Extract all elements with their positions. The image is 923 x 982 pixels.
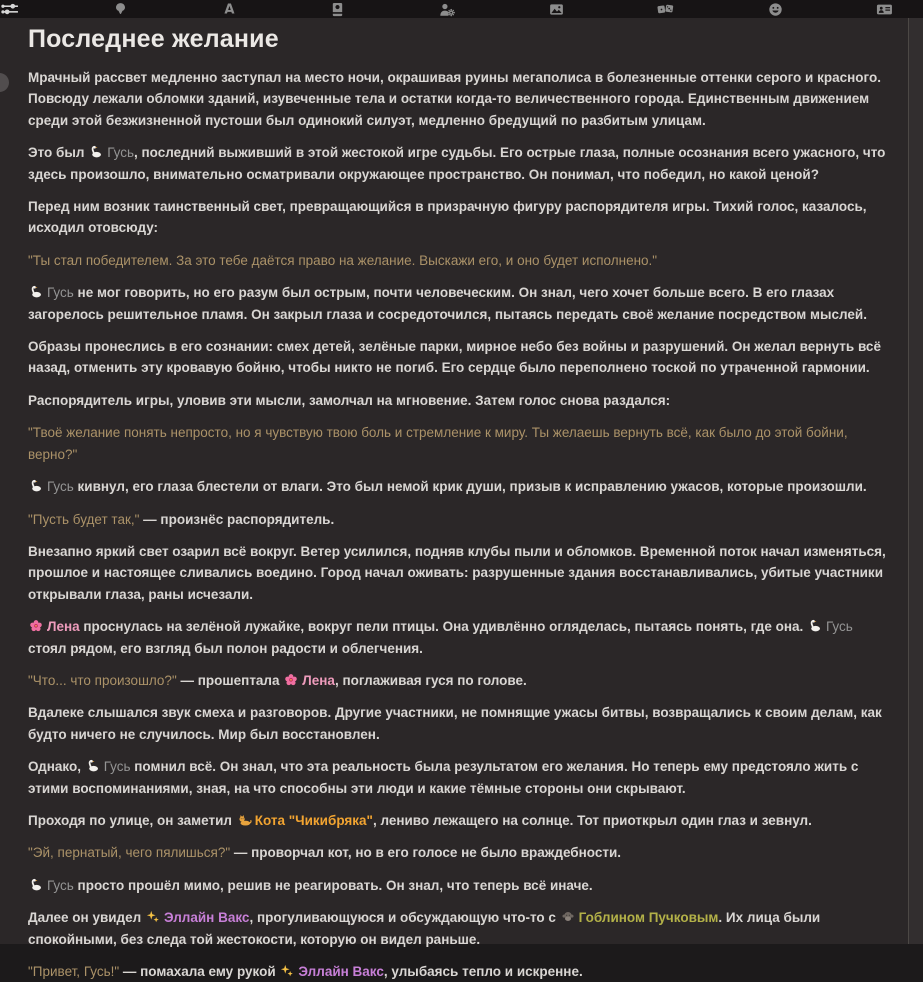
narration-text: , поглаживая гуся по голове. xyxy=(334,672,527,688)
character-name: Гусь xyxy=(103,759,131,775)
character-name: Кота "Чикибряка" xyxy=(254,812,373,828)
dialogue-quote: "Что... что произошло?" xyxy=(28,672,177,688)
goose-icon xyxy=(89,145,103,159)
dialogue-quote: "Твоё желание понять непросто, но я чувствую твою боль и стремление к миру. Ты желаешь вернуть всё, как было до этой бойни, верно?" xyxy=(28,425,848,462)
character-mention-goose[interactable] xyxy=(28,479,74,494)
character-mention-ellain[interactable] xyxy=(279,964,383,979)
story-paragraph xyxy=(28,756,890,799)
dialogue-quote: "Ты стал победителем. За это тебе даётся право на желание. Выскажи его, и оно будет исполнено." xyxy=(28,252,658,268)
story-paragraph xyxy=(28,422,890,465)
character-name: Лена xyxy=(47,619,80,635)
story-paragraph xyxy=(28,142,890,185)
flower-icon xyxy=(29,619,43,633)
dice-icon[interactable] xyxy=(657,0,674,18)
narration-text: кивнул, его глаза блестели от влаги. Это был немой крик души, призыв к исправлению ужасов, которые произошли. xyxy=(73,479,867,495)
narration-text: , прогуливающуюся и обсуждающую что-то с xyxy=(249,910,560,926)
character-name: Гусь xyxy=(47,285,74,301)
book-icon[interactable] xyxy=(330,0,345,18)
dialogue-quote: "Привет, Гусь!" xyxy=(28,964,120,979)
narration-text: проснулась на зелёной лужайке, вокруг пели птицы. Она удивлённо огляделась, пытаясь понять, где она. xyxy=(79,619,807,635)
story-paragraph xyxy=(28,67,890,131)
narration-text: Это был xyxy=(28,145,89,161)
narration-text: Вдалеке слышался звук смеха и разговоров. Другие участники, не помнящие ужасы битвы, возвращались к своим делам, как будто ничего не случилось. Мир был восстановлен. xyxy=(28,705,882,742)
story-paragraph xyxy=(28,390,890,411)
narration-text: , лениво лежащего на солнце. Тот приоткрыл один глаз и зевнул. xyxy=(372,812,812,828)
story-paragraph xyxy=(28,476,890,497)
pin-icon[interactable] xyxy=(113,0,128,18)
narration-text: — помахала ему рукой xyxy=(119,964,280,979)
narration-text: Распорядитель игры, уловив эти мысли, замолчал на мгновение. Затем голос снова раздался: xyxy=(28,392,671,408)
gorilla-icon xyxy=(561,910,575,924)
story-page xyxy=(0,18,923,982)
dialogue-quote: "Эй, пернатый, чего пялишься?" xyxy=(28,845,231,861)
flower-icon xyxy=(284,673,298,687)
narration-text: — проворчал кот, но в его голосе не было враждебности. xyxy=(230,845,622,861)
sparkles-icon xyxy=(146,910,160,924)
character-name: Эллайн Вакс xyxy=(163,910,250,926)
narration-text: помнил всё. Он знал, что эта реальность была результатом его желания. Но теперь ему предстояло жить с этими воспоминаниями, зная, на что способны эти люди и какие тёмные стороны они скрывают. xyxy=(28,759,859,796)
smiley-icon[interactable] xyxy=(768,0,783,18)
font-icon[interactable] xyxy=(222,0,237,18)
story-paragraph xyxy=(28,907,890,950)
narration-text: Внезапно яркий свет озарил всё вокруг. Ветер усилился, подняв клубы пыли и обломков. Временной поток начал изменяться, прошлое и настоящее сливались воедино. Город начал оживать: разрушенные здания восстанавливались, убитые участники открывали глаза, раны исчезали. xyxy=(28,543,886,602)
cat-icon xyxy=(237,813,251,827)
story-paragraph xyxy=(28,541,890,605)
character-mention-goose[interactable] xyxy=(28,285,74,300)
narration-text: стоял рядом, его взгляд был полон радости и облегчения. xyxy=(28,640,423,656)
narration-text: , последний выживший в этой жестокой игре судьбы. Его острые глаза, полные осознания всего ужасного, что здесь произошло, внимательно осматривали окружающее пространство. Он понимал, что победил, но какой ценой? xyxy=(28,145,886,182)
user-settings-icon[interactable] xyxy=(439,0,456,18)
narration-text: — произнёс распорядитель. xyxy=(139,511,335,527)
dialogue-quote: "Пусть будет так," xyxy=(28,511,140,527)
scrollbar-track[interactable] xyxy=(908,18,923,944)
goose-icon xyxy=(29,878,43,892)
narration-text: не мог говорить, но его разум был острым, почти человеческим. Он знал, чего хочет больше всего. В его глазах загорелось решительное пламя. Он закрыл глаза и сосредоточился, пытаясь передать своё желание посредством мыслей. xyxy=(28,285,867,322)
story-paragraph xyxy=(28,961,890,982)
goose-icon xyxy=(86,759,100,773)
story-paragraph xyxy=(28,196,890,239)
character-mention-lena[interactable] xyxy=(283,673,335,688)
character-name: Гусь xyxy=(825,619,853,635)
id-card-icon[interactable] xyxy=(876,0,893,18)
character-name: Гусь xyxy=(107,145,135,161)
story-paragraph xyxy=(28,616,890,659)
character-mention-lena[interactable] xyxy=(28,619,80,634)
character-name: Эллайн Вакс xyxy=(298,964,384,979)
sliders-icon[interactable] xyxy=(2,0,20,18)
narration-text: Перед ним возник таинственный свет, превращающийся в призрачную фигуру распорядителя игры. Тихий голос, казалось, исходил отовсюду: xyxy=(28,199,867,236)
story-paragraph xyxy=(28,282,890,325)
character-mention-cat[interactable] xyxy=(236,813,373,828)
character-name: Гусь xyxy=(47,479,74,495)
story-paragraph xyxy=(28,670,890,691)
story-body xyxy=(28,67,890,982)
narration-text: — прошептала xyxy=(176,672,284,688)
goose-icon xyxy=(29,285,43,299)
sparkles-icon xyxy=(280,964,294,978)
story-paragraph xyxy=(28,842,890,863)
narration-text: Мрачный рассвет медленно заступал на место ночи, окрашивая руины мегаполиса в болезненные оттенки серого и красного. Повсюду лежали обломки зданий, изувеченные тела и остатки когда-то величественного города. Единственным движением среди этой безжизненной пустоши был одинокий силуэт, медленно бредущий по разбитым улицам. xyxy=(28,70,881,128)
image-icon[interactable] xyxy=(549,0,564,18)
narration-text: , улыбаясь тепло и искренне. xyxy=(383,964,583,979)
story-paragraph xyxy=(28,702,890,745)
goose-icon xyxy=(808,619,822,633)
character-mention-goose[interactable] xyxy=(28,878,74,893)
story-paragraph xyxy=(28,336,890,379)
goose-icon xyxy=(29,479,43,493)
page-title: Последнее желание xyxy=(28,25,279,53)
narration-text: Однако, xyxy=(28,759,85,775)
character-name: Гусь xyxy=(47,877,74,893)
narration-text: . Их лица были спокойными, без следа той жестокости, которую он видел раньше. xyxy=(28,910,821,947)
character-name: Гоблином Пучковым xyxy=(578,910,719,926)
character-mention-goose[interactable] xyxy=(85,759,131,774)
narration-text: Образы пронеслись в его сознании: смех детей, зелёные парки, мирное небо без войны и разрушений. Он желал вернуть всё назад, отменить эту кровавую бойню, чтобы никто не погиб. Его сердце было переполнено тоской по утраченной гармонии. xyxy=(28,339,881,376)
narration-text: Проходя по улице, он заметил xyxy=(28,812,236,828)
character-mention-goose[interactable] xyxy=(807,619,853,634)
character-mention-goblin[interactable] xyxy=(560,910,719,925)
character-mention-goose[interactable] xyxy=(88,145,134,160)
story-paragraph xyxy=(28,875,890,896)
svg-text:A: A xyxy=(224,2,235,18)
character-mention-ellain[interactable] xyxy=(145,910,249,925)
character-name: Лена xyxy=(302,672,335,688)
story-paragraph xyxy=(28,250,890,271)
toolbar xyxy=(0,0,923,18)
narration-text: просто прошёл мимо, решив не реагировать. Он знал, что теперь всё иначе. xyxy=(73,877,593,893)
narration-text: Далее он увидел xyxy=(28,910,145,926)
story-paragraph xyxy=(28,810,890,831)
story-paragraph xyxy=(28,509,890,530)
